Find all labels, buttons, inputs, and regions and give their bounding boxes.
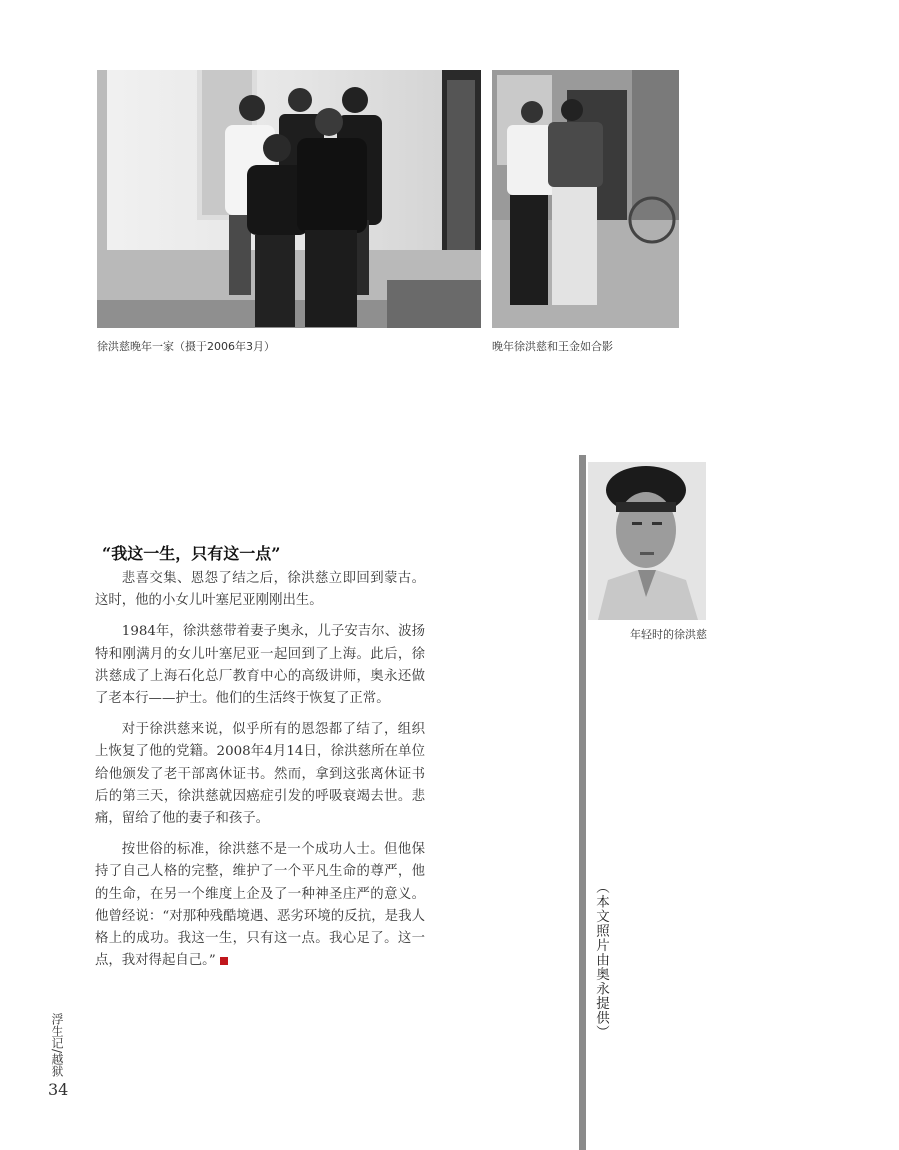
pair-photo bbox=[492, 70, 679, 328]
end-mark-icon bbox=[220, 957, 228, 965]
article-paragraph-4 bbox=[95, 839, 425, 972]
family-photo bbox=[97, 70, 481, 328]
page-number: 34 bbox=[48, 1080, 69, 1099]
pair-photo-caption: 晚年徐洪慈和王金如合影 bbox=[492, 340, 613, 353]
portrait-photo-caption: 年轻时的徐洪慈 bbox=[630, 628, 707, 641]
article-paragraph-1: 悲喜交集、恩怨了结之后，徐洪慈立即回到蒙古。这时，他的小女儿叶塞尼亚刚刚出生。 bbox=[95, 571, 425, 609]
running-head: 浮生记/越狱 bbox=[50, 1013, 64, 1078]
article-paragraph-3: 对于徐洪慈来说，似乎所有的恩怨都了结了，组织上恢复了他的党籍。2008年4月14日，徐洪慈所在单位给他颁发了老干部离休证书。然而，拿到这张离休证书后的第三天，徐洪慈就因癌症引发的呼吸衰竭去世。悲痛，留给了他的妻子和孩子。 bbox=[95, 722, 425, 827]
article-body bbox=[95, 568, 425, 981]
portrait-photo bbox=[588, 462, 706, 620]
photo-credit-note: （本文照片由奥永提供） bbox=[593, 880, 609, 1040]
article-headline: “我这一生，只有这一点” bbox=[102, 544, 281, 563]
article-paragraph-2: 1984年，徐洪慈带着妻子奥永，儿子安吉尔、波扬特和刚满月的女儿叶塞尼亚一起回到了上海。此后，徐洪慈成了上海石化总厂教育中心的高级讲师，奥永还做了老本行——护士。他们的生活终于恢复了正常。 bbox=[95, 624, 425, 707]
portrait-photo-image bbox=[588, 462, 706, 620]
vertical-divider bbox=[579, 455, 586, 1150]
family-photo-image bbox=[97, 70, 481, 328]
article-paragraph-4-text: 按世俗的标准，徐洪慈不是一个成功人士。但他保持了自己人格的完整，维护了一个平凡生命的尊严，他的生命，在另一个维度上企及了一种神圣庄严的意义。他曾经说：“对那种残酷境遇、恶劣环境的反抗，是我人格上的成功。我这一生，只有这一点。我心足了。这一点，我对得起自己。” bbox=[95, 842, 425, 969]
family-photo-caption: 徐洪慈晚年一家（摄于2006年3月） bbox=[97, 340, 275, 353]
pair-photo-image bbox=[492, 70, 679, 328]
